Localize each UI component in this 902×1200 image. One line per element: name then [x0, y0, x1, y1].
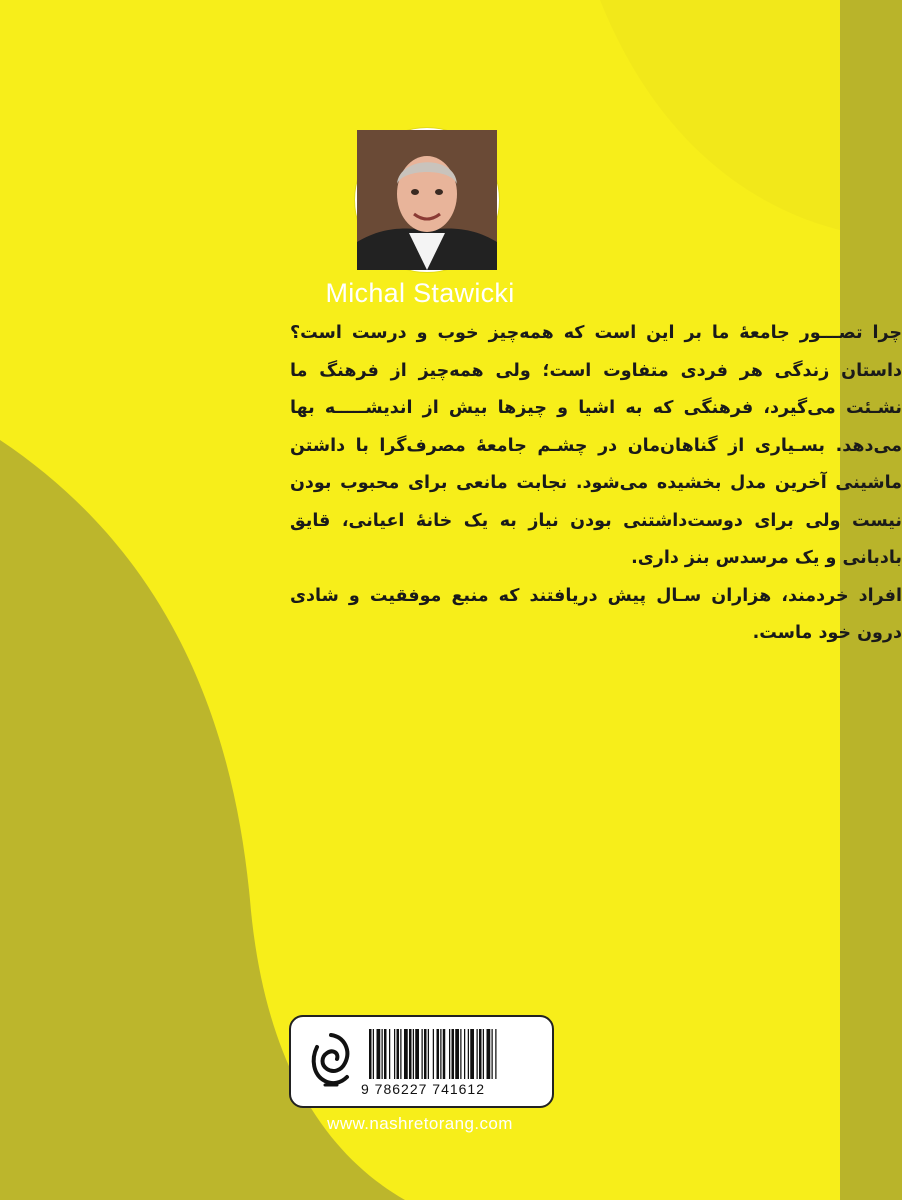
- barcode-icon: [369, 1029, 541, 1079]
- author-photo: [355, 128, 499, 272]
- publisher-website[interactable]: www.nashretorang.com: [327, 1114, 513, 1133]
- barcode-digits: 9 786227 741612: [361, 1081, 485, 1097]
- publisher-logo-icon: [307, 1031, 355, 1089]
- author-portrait-icon: [357, 130, 497, 270]
- blurb-paragraph: چرا تصـــور جامعهٔ ما بر این است که همه‌چیز خوب و درست است؟ داستان زندگی هر فردی متفاوت است؛ ولی همه‌چیز از فرهنگ ما نشـئت می‌گیرد، فرهنگی که به اشیا و چیزها بیش از اندیشـــــه بها می‌دهد. بسـیاری از گناهان‌مان در چشـم جامعهٔ مصرف‌گرا با داشتن ماشینی آخرین مدل بخشیده می‌شود. نجابت مانعی برای محبوب بودن نیست ولی برای دوست‌داشتنی بودن نیاز به یک خانهٔ اعیانی، قایق بادبانی و یک مرسدس بنز داری.: [290, 323, 902, 568]
- barcode-panel: [289, 1015, 554, 1108]
- book-blurb: [290, 315, 902, 653]
- blurb-paragraph: افراد خردمند، هزاران سـال پیش دریافتند که منبع موفقیت و شادی درون خود ماست.: [290, 585, 902, 643]
- author-name: Michal Stawicki: [325, 278, 515, 308]
